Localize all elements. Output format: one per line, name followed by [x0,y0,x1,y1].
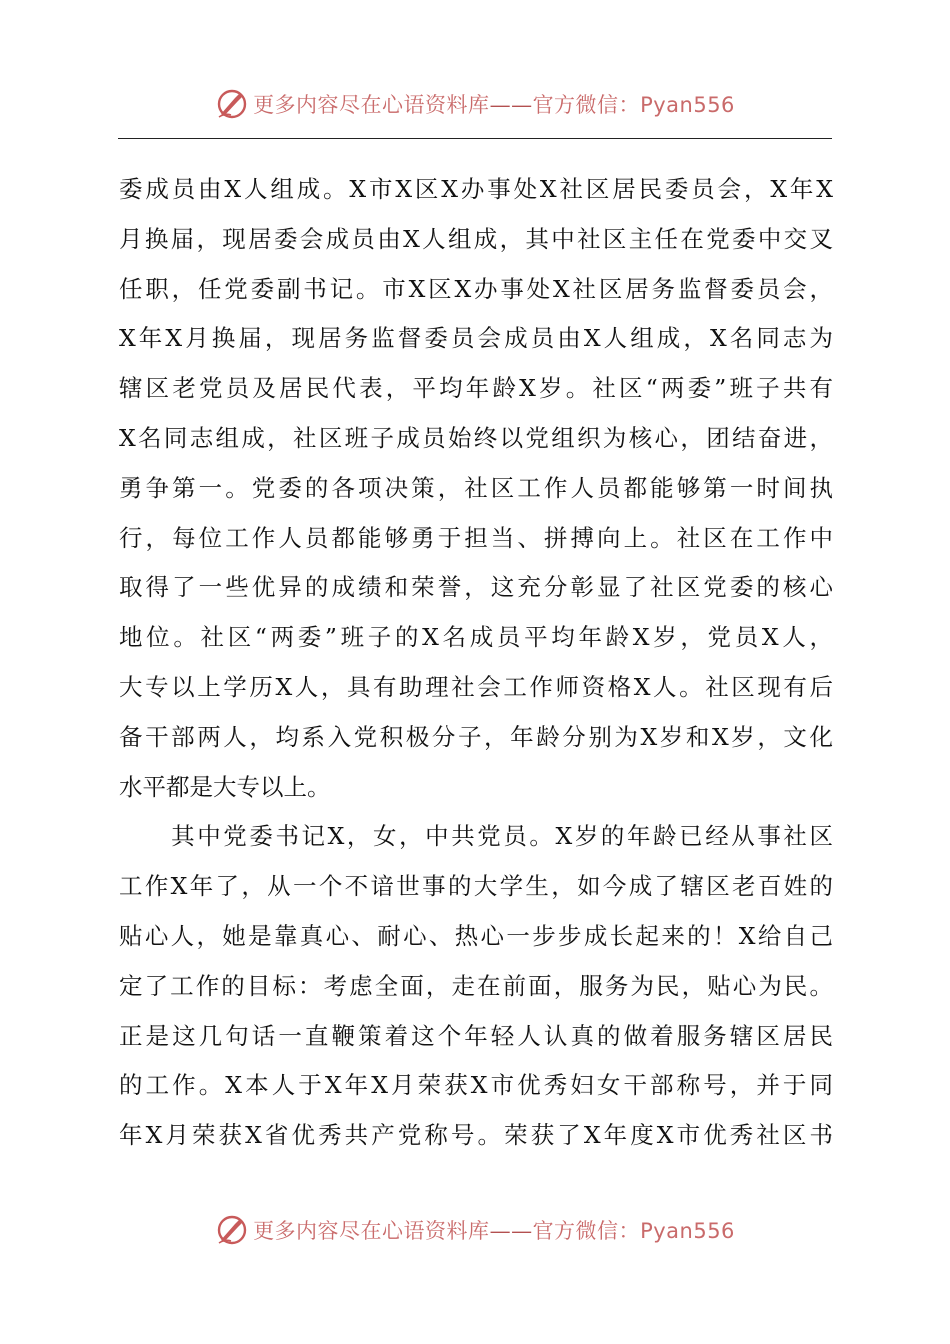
header-text [253,89,735,119]
body-line: 年X月荣获X省优秀共产党称号。荣获了X年度X市优秀社区书 [119,1121,833,1150]
body-line: X名同志组成，社区班子成员始终以党组织为核心，团结奋进， [119,423,833,452]
body-line: 行，每位工作人员都能够勇于担当、拼搏向上。社区在工作中 [119,523,833,552]
header-contact-id: Pyan556 [640,93,735,117]
body-line: 其中党委书记X，女，中共党员。X岁的年龄已经从事社区 [119,822,833,851]
body-line: 月换届，现居委会成员由X人组成，其中社区主任在党委中交叉 [119,224,833,253]
pen-circle-icon [215,1213,249,1247]
body-line: 任职，任党委副书记。市X区X办事处X社区居务监督委员会， [119,274,833,303]
body-line: 水平都是大专以上。 [119,772,331,801]
body-line: 正是这几句话一直鞭策着这个年轻人认真的做着服务辖区居民 [119,1021,833,1050]
body-line: 取得了一些优异的成绩和荣誉，这充分彰显了社区党委的核心 [119,573,833,602]
footer-contact-label: 官方微信： [532,1219,641,1243]
footer-title: 更多内容尽在心语资料库 [253,1219,490,1243]
body-line: 辖区老党员及居民代表，平均年龄X岁。社区“两委”班子共有 [119,374,833,403]
header-banner [0,82,950,126]
body-line: 勇争第一。党委的各项决策，社区工作人员都能够第一时间执 [119,473,833,502]
body-line: 贴心人，她是靠真心、耐心、热心一步步成长起来的！X给自己 [119,921,833,950]
body-line: 工作X年了，从一个不谙世事的大学生，如今成了辖区老百姓的 [119,872,833,901]
footer-banner [0,1208,950,1252]
body-line: 委成员由X人组成。X市X区X办事处X社区居民委员会，X年X [119,175,833,203]
document-body [119,165,833,1161]
pen-circle-icon [215,87,249,121]
body-line: 大专以上学历X人，具有助理社会工作师资格X人。社区现有后 [119,672,833,701]
body-line: 的工作。X本人于X年X月荣获X市优秀妇女干部称号，并于同 [119,1071,833,1100]
footer-dash: —— [489,1219,533,1243]
header-dash: —— [489,93,533,117]
header-contact-label: 官方微信： [532,93,641,117]
footer-contact-id: Pyan556 [640,1219,735,1243]
header-title: 更多内容尽在心语资料库 [253,93,490,117]
body-line: 定了工作的目标：考虑全面，走在前面，服务为民，贴心为民。 [119,971,833,1000]
header-divider [118,138,832,139]
footer-text [253,1215,735,1245]
body-line: X年X月换届，现居务监督委员会成员由X人组成，X名同志为 [119,324,833,353]
body-line: 备干部两人，均系入党积极分子，年龄分别为X岁和X岁，文化 [119,722,833,751]
body-line: 地位。社区“两委”班子的X名成员平均年龄X岁，党员X人， [119,623,833,652]
